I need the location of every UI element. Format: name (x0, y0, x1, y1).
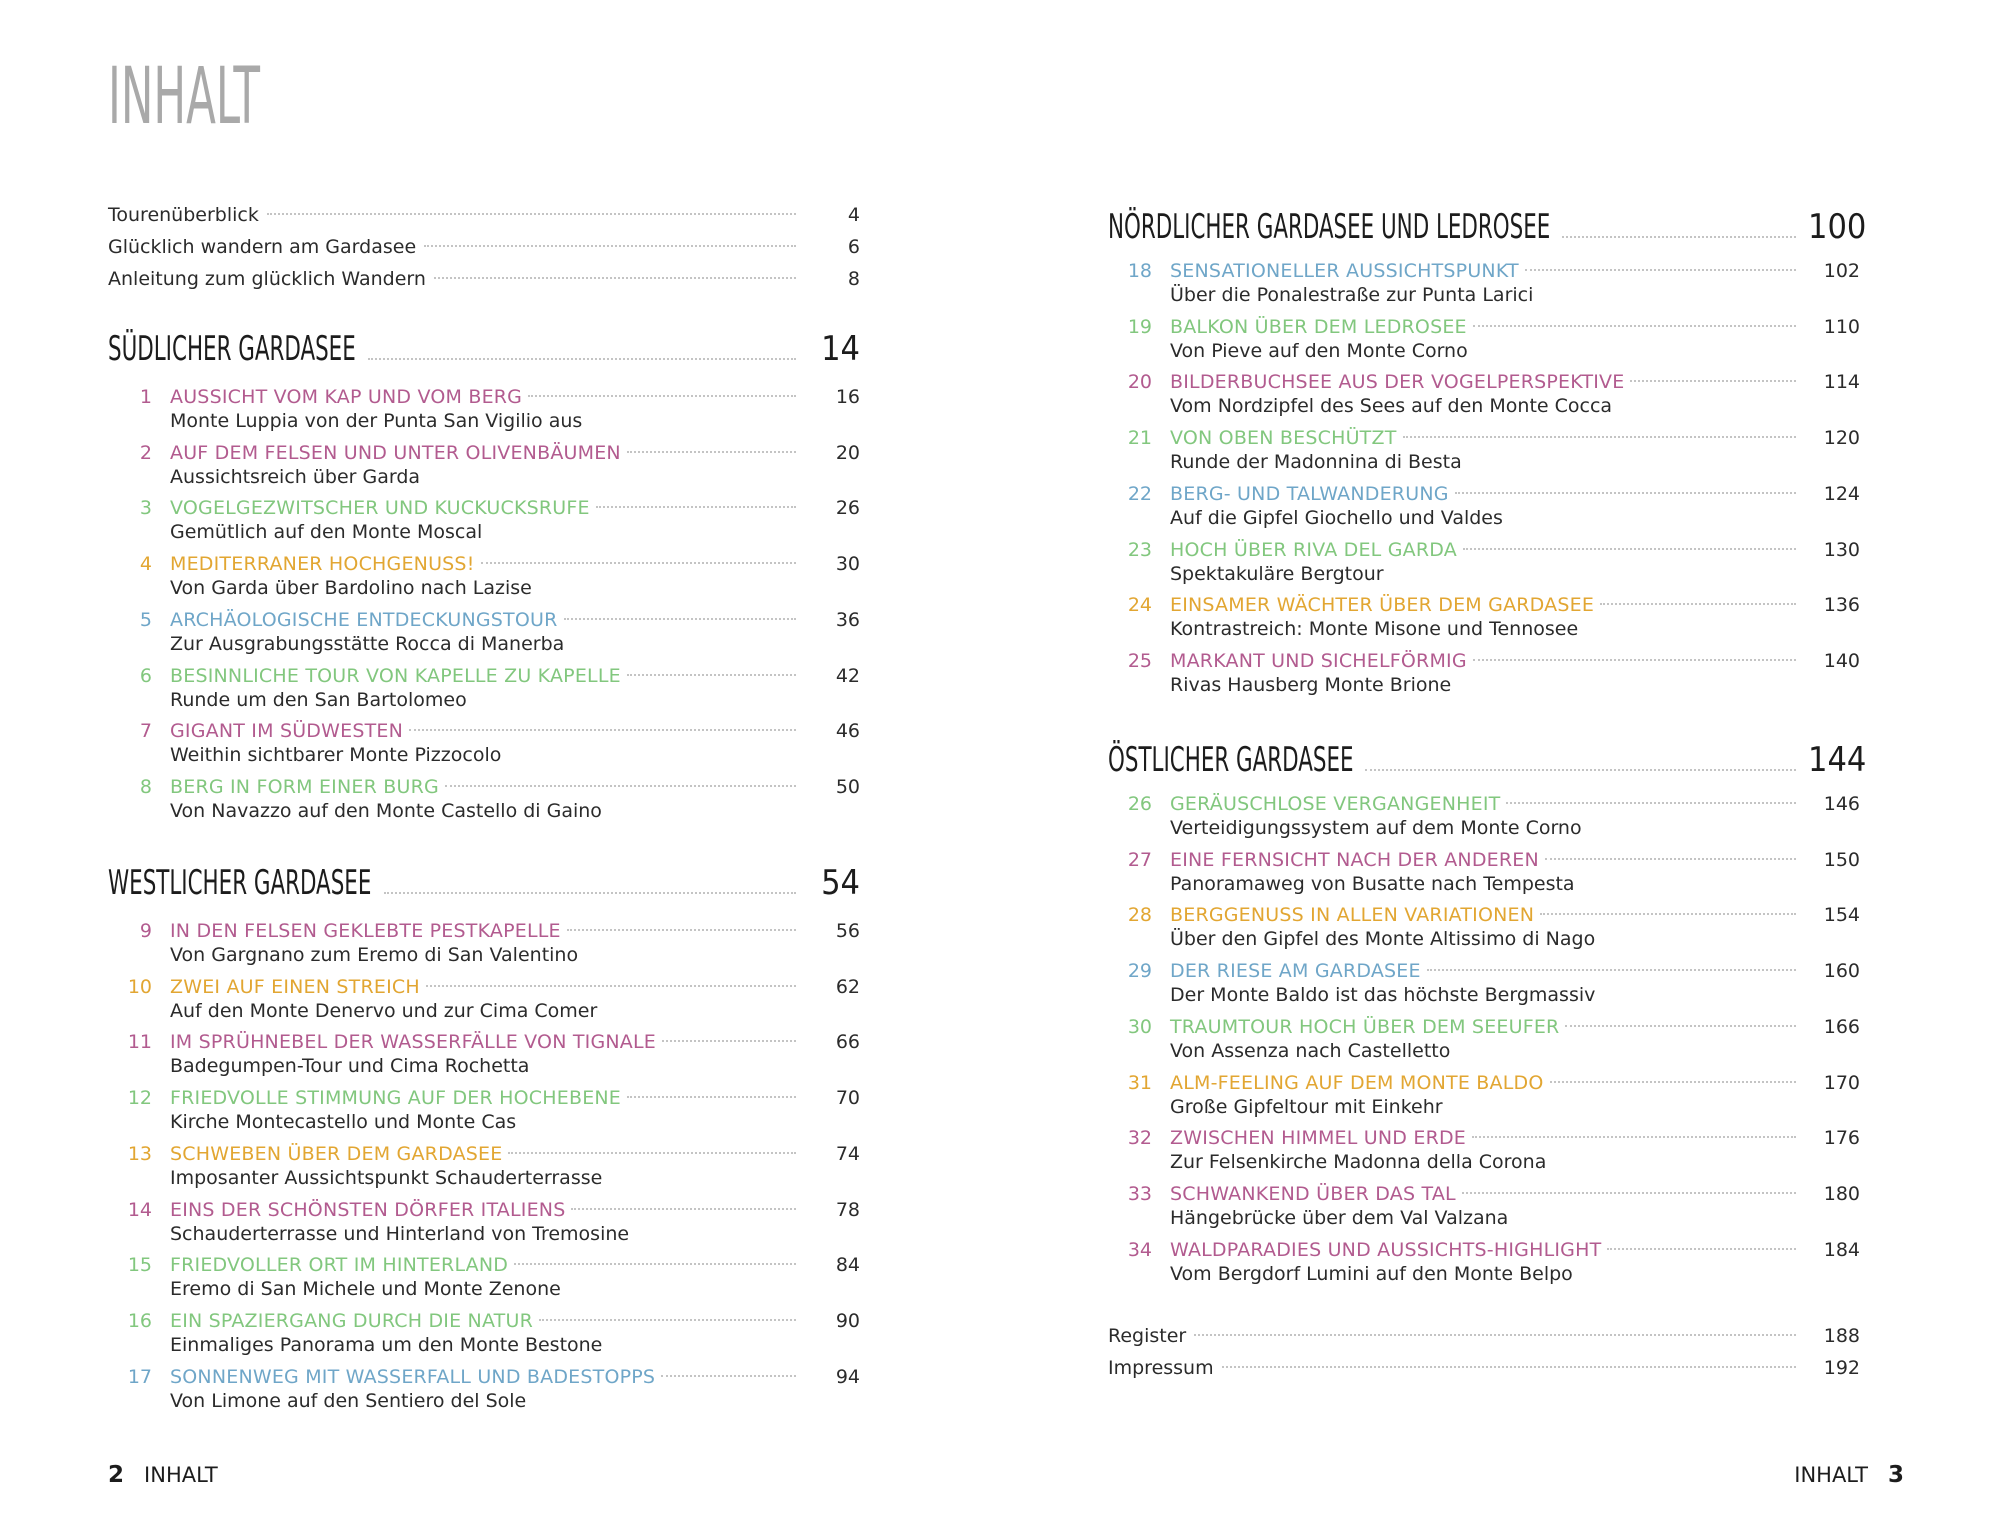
tour-page: 166 (1823, 1015, 1860, 1038)
dot-leader (539, 1319, 796, 1321)
tour-number: 18 (1127, 260, 1152, 282)
tour-line (1108, 537, 1898, 563)
tour-entry[interactable] (1108, 314, 1898, 366)
footer-left (108, 1462, 218, 1488)
tour-title: SENSATIONELLER AUSSICHTSPUNKT (1170, 260, 1519, 282)
tour-line (108, 663, 898, 689)
toc-entry[interactable] (1108, 1320, 1898, 1352)
tour-line (1108, 425, 1898, 451)
entry-page: 6 (847, 236, 860, 258)
tour-page: 50 (835, 775, 860, 798)
tour-page: 120 (1823, 427, 1860, 450)
tour-title: ARCHÄOLOGISCHE ENTDECKUNGSTOUR (170, 608, 558, 631)
tour-page: 114 (1823, 371, 1860, 394)
dot-leader (1607, 1248, 1796, 1250)
page-number: 2 (108, 1462, 125, 1488)
entry-title: Impressum (1108, 1357, 1214, 1379)
tour-subtitle: Auf die Gipfel Giochello und Valdes (1170, 506, 1503, 529)
dot-leader (1562, 236, 1796, 238)
tour-subtitle: Von Gargnano zum Eremo di San Valentino (170, 944, 579, 966)
dot-leader (434, 277, 796, 279)
tour-title: TRAUMTOUR HOCH ÜBER DEM SEEUFER (1170, 1015, 1560, 1038)
tour-title: IM SPRÜHNEBEL DER WASSERFÄLLE VON TIGNALE (170, 1031, 656, 1054)
tour-subtitle: Monte Luppia von der Punta San Vigilio aus (170, 410, 583, 432)
section-page: 144 (1808, 740, 1867, 780)
tour-page: 66 (835, 1031, 860, 1054)
tour-line (1108, 648, 1898, 674)
dot-leader (1472, 1136, 1796, 1138)
tour-entry[interactable] (108, 551, 898, 603)
tour-line (108, 1252, 898, 1278)
tour-entry[interactable] (108, 718, 898, 770)
dot-leader (1545, 858, 1796, 860)
dot-leader (508, 1152, 796, 1154)
tour-number: 27 (1127, 848, 1152, 871)
tour-page: 184 (1823, 1238, 1860, 1261)
tour-line (108, 718, 898, 744)
tour-entry[interactable] (108, 607, 898, 659)
dot-leader (662, 1040, 796, 1042)
section-heading[interactable] (1108, 733, 1898, 780)
tour-subtitle: Runde um den San Bartolomeo (170, 688, 467, 711)
dot-leader (1463, 548, 1796, 550)
tour-page: 110 (1823, 315, 1860, 338)
tour-subtitle: Von Navazzo auf den Monte Castello di Gaino (170, 799, 602, 822)
tour-line (1108, 791, 1898, 817)
tour-title: BILDERBUCHSEE AUS DER VOGELPERSPEKTIVE (1170, 371, 1625, 394)
tour-subtitle: Einmaliges Panorama um den Monte Bestone (170, 1333, 603, 1356)
tour-entry[interactable] (108, 663, 898, 715)
tour-page: 74 (835, 1142, 860, 1165)
tour-title: AUF DEM FELSEN UND UNTER OLIVENBÄUMEN (170, 441, 621, 464)
tour-number: 21 (1127, 427, 1152, 450)
tour-page: 154 (1823, 904, 1860, 927)
dot-leader (267, 213, 796, 215)
entry-title: Anleitung zum glücklich Wandern (108, 268, 426, 290)
tour-number: 7 (139, 720, 152, 743)
tour-page: 102 (1823, 260, 1860, 282)
tour-number: 29 (1127, 960, 1152, 983)
tour-number: 32 (1127, 1127, 1152, 1150)
tour-line (1108, 1070, 1898, 1096)
tour-line (1108, 1237, 1898, 1263)
tour-entry[interactable] (1108, 481, 1898, 533)
section-title: SÜDLICHER GARDASEE (108, 329, 356, 369)
tour-line (108, 440, 898, 466)
tour-subtitle: Zur Felsenkirche Madonna della Corona (1170, 1151, 1547, 1174)
tour-page: 20 (835, 441, 860, 464)
tour-number: 10 (127, 975, 152, 998)
tour-entry[interactable] (1108, 902, 1898, 954)
tour-subtitle: Zur Ausgrabungsstätte Rocca di Manerba (170, 632, 565, 655)
tour-page: 36 (835, 608, 860, 631)
tour-entry[interactable] (1108, 1125, 1898, 1177)
tour-title: EIN SPAZIERGANG DURCH DIE NATUR (170, 1309, 533, 1332)
tour-subtitle: Verteidigungssystem auf dem Monte Corno (1170, 817, 1582, 839)
tour-entry[interactable] (1108, 369, 1898, 421)
dot-leader (596, 506, 796, 508)
toc-entry[interactable] (1108, 1352, 1898, 1384)
toc-entry[interactable] (108, 231, 898, 263)
tour-number: 12 (127, 1087, 152, 1110)
tour-number: 34 (1127, 1238, 1152, 1261)
dot-leader (627, 674, 796, 676)
dot-leader (445, 785, 796, 787)
tour-subtitle: Hängebrücke über dem Val Valzana (1170, 1206, 1509, 1229)
dot-leader (1540, 913, 1796, 915)
dot-leader (424, 245, 796, 247)
dot-leader (481, 562, 796, 564)
tour-page: 180 (1823, 1182, 1860, 1205)
tour-line (1108, 481, 1898, 507)
tour-page: 150 (1823, 848, 1860, 871)
dot-leader (1403, 436, 1796, 438)
tour-number: 24 (1127, 594, 1152, 617)
tour-entry[interactable] (108, 1308, 898, 1360)
tour-line (1108, 314, 1898, 340)
tour-entry[interactable] (108, 1029, 898, 1081)
entry-title: Tourenüberblick (108, 204, 259, 226)
tour-number: 28 (1127, 904, 1152, 927)
tour-entry[interactable] (1108, 1070, 1898, 1122)
entry-page: 8 (847, 268, 860, 290)
tour-title: ALM-FEELING AUF DEM MONTE BALDO (1170, 1071, 1544, 1094)
tour-entry[interactable] (1108, 847, 1898, 899)
dot-leader (627, 1096, 796, 1098)
tour-title: ZWISCHEN HIMMEL UND ERDE (1170, 1127, 1467, 1150)
entry-title: Glücklich wandern am Gardasee (108, 236, 417, 258)
tour-line (1108, 847, 1898, 873)
tour-subtitle: Badegumpen-Tour und Cima Rochetta (170, 1055, 530, 1078)
tour-title: VON OBEN BESCHÜTZT (1170, 427, 1397, 450)
tour-page: 136 (1823, 594, 1860, 617)
tour-page: 170 (1823, 1071, 1860, 1094)
entry-page: 4 (847, 204, 860, 226)
tour-title: WALDPARADIES UND AUSSICHTS-HIGHLIGHT (1170, 1238, 1602, 1261)
tour-title: SCHWEBEN ÜBER DEM GARDASEE (170, 1142, 503, 1165)
tour-entry[interactable] (1108, 1181, 1898, 1233)
tour-line (108, 1141, 898, 1167)
tour-number: 9 (139, 920, 152, 942)
tour-number: 2 (139, 441, 152, 464)
dot-leader (1630, 380, 1796, 382)
dot-leader (528, 395, 796, 397)
tour-subtitle: Schauderterrasse und Hinterland von Tremosine (170, 1222, 630, 1245)
tour-title: SCHWANKEND ÜBER DAS TAL (1170, 1182, 1456, 1205)
dot-leader (1455, 492, 1796, 494)
dot-leader (627, 451, 796, 453)
dot-leader (571, 1208, 796, 1210)
tour-subtitle: Vom Bergdorf Lumini auf den Monte Belpo (1170, 1262, 1573, 1285)
tour-title: SONNENWEG MIT WASSERFALL UND BADESTOPPS (170, 1365, 656, 1388)
tour-line (1108, 369, 1898, 395)
dot-leader (1550, 1081, 1797, 1083)
dot-leader (409, 729, 796, 731)
tour-title: HOCH ÜBER RIVA DEL GARDA (1170, 538, 1457, 561)
tour-page: 146 (1823, 793, 1860, 815)
entry-title: Register (1108, 1325, 1187, 1347)
tour-page: 26 (835, 497, 860, 520)
dot-leader (1473, 325, 1796, 327)
tour-line (108, 495, 898, 521)
toc-entry[interactable] (108, 199, 898, 231)
dot-leader (1462, 1192, 1796, 1194)
tour-entry[interactable] (108, 918, 898, 970)
tour-page: 130 (1823, 538, 1860, 561)
tour-subtitle: Imposanter Aussichtspunkt Schauderterrasse (170, 1166, 603, 1189)
dot-leader (1194, 1334, 1796, 1336)
tour-page: 90 (835, 1309, 860, 1332)
tour-page: 16 (835, 386, 860, 408)
tour-line (1108, 1181, 1898, 1207)
tour-title: FRIEDVOLLER ORT IM HINTERLAND (170, 1254, 509, 1277)
tour-subtitle: Der Monte Baldo ist das höchste Bergmassiv (1170, 984, 1596, 1007)
tour-line (108, 1029, 898, 1055)
tour-number: 22 (1127, 482, 1152, 505)
tour-number: 11 (127, 1031, 152, 1054)
tour-subtitle: Von Limone auf den Sentiero del Sole (170, 1389, 527, 1412)
tour-number: 1 (139, 386, 152, 408)
dot-leader (368, 358, 796, 360)
dot-leader (1565, 1025, 1796, 1027)
dot-leader (1525, 269, 1796, 271)
tour-entry[interactable] (108, 440, 898, 492)
tour-line (1108, 1125, 1898, 1151)
tour-line (108, 918, 898, 944)
section-page: 100 (1808, 207, 1867, 247)
entry-page: 188 (1823, 1325, 1860, 1347)
tour-subtitle: Spektakuläre Bergtour (1170, 562, 1384, 585)
tour-page: 56 (835, 920, 860, 942)
tour-line (1108, 592, 1898, 618)
section-title: NÖRDLICHER GARDASEE UND LEDROSEE (1108, 207, 1551, 247)
tour-number: 20 (1127, 371, 1152, 394)
tour-line (1108, 958, 1898, 984)
tour-title: DER RIESE AM GARDASEE (1170, 960, 1421, 983)
footer-label: INHALT (1794, 1463, 1868, 1487)
dot-leader (567, 929, 796, 931)
dot-leader (1473, 659, 1796, 661)
tour-entry[interactable] (1108, 791, 1898, 843)
tour-entry[interactable] (1108, 592, 1898, 644)
tour-subtitle: Von Assenza nach Castelletto (1170, 1039, 1451, 1062)
tour-line (108, 384, 898, 410)
tour-line (1108, 1014, 1898, 1040)
tour-entry[interactable] (108, 1141, 898, 1193)
tour-subtitle: Über die Ponalestraße zur Punta Larici (1170, 284, 1534, 306)
page-number: 3 (1887, 1462, 1904, 1488)
dot-leader (661, 1375, 796, 1377)
tour-page: 160 (1823, 960, 1860, 983)
tour-entry[interactable] (108, 1085, 898, 1137)
tour-entry[interactable] (1108, 425, 1898, 477)
footer-right (1794, 1462, 1904, 1488)
dot-leader (1600, 603, 1796, 605)
section-heading[interactable] (108, 856, 898, 903)
tour-line (108, 974, 898, 1000)
tour-subtitle: Über den Gipfel des Monte Altissimo di Nago (1170, 928, 1596, 951)
tour-line (108, 774, 898, 800)
dot-leader (426, 985, 796, 987)
tour-title: AUSSICHT VOM KAP UND VOM BERG (170, 386, 523, 408)
tour-entry[interactable] (108, 1252, 898, 1304)
dot-leader (564, 618, 796, 620)
tour-subtitle: Aussichtsreich über Garda (170, 465, 421, 488)
tour-number: 13 (127, 1142, 152, 1165)
tour-number: 33 (1127, 1182, 1152, 1205)
tour-title: GERÄUSCHLOSE VERGANGENHEIT (1170, 793, 1501, 815)
tour-page: 62 (835, 975, 860, 998)
tour-title: VOGELGEZWITSCHER UND KUCKUCKSRUFE (170, 497, 590, 520)
tour-page: 78 (835, 1198, 860, 1221)
tour-title: GIGANT IM SÜDWESTEN (170, 720, 404, 743)
dot-leader (1365, 769, 1796, 771)
tour-entry[interactable] (108, 1197, 898, 1249)
tour-line (108, 1085, 898, 1111)
tour-subtitle: Eremo di San Michele und Monte Zenone (170, 1278, 561, 1301)
tour-entry[interactable] (1108, 1014, 1898, 1066)
tour-title: MEDITERRANER HOCHGENUSS! (170, 553, 475, 576)
tour-number: 3 (139, 497, 152, 520)
tour-subtitle: Rivas Hausberg Monte Brione (1170, 673, 1452, 696)
section-heading[interactable] (1108, 200, 1898, 247)
tour-number: 31 (1127, 1071, 1152, 1094)
dot-leader (384, 892, 796, 894)
tour-number: 6 (139, 664, 152, 687)
tour-subtitle: Weithin sichtbarer Monte Pizzocolo (170, 744, 502, 767)
tour-number: 30 (1127, 1015, 1152, 1038)
tour-title: EINSAMER WÄCHTER ÜBER DEM GARDASEE (1170, 594, 1595, 617)
tour-number: 19 (1127, 315, 1152, 338)
tour-number: 26 (1127, 793, 1152, 815)
tour-line (108, 1308, 898, 1334)
section-page: 54 (821, 863, 860, 903)
tour-entry[interactable] (1108, 958, 1898, 1010)
dot-leader (514, 1263, 796, 1265)
tour-line (1108, 902, 1898, 928)
tour-page: 46 (835, 720, 860, 743)
tour-number: 4 (139, 553, 152, 576)
dot-leader (1222, 1366, 1796, 1368)
tour-subtitle: Gemütlich auf den Monte Moscal (170, 521, 483, 544)
tour-subtitle: Vom Nordzipfel des Sees auf den Monte Cocca (1170, 395, 1613, 418)
tour-number: 23 (1127, 538, 1152, 561)
section-title: ÖSTLICHER GARDASEE (1108, 740, 1354, 780)
tour-subtitle: Runde der Madonnina di Besta (1170, 451, 1462, 474)
tour-entry[interactable] (1108, 1237, 1898, 1289)
tour-subtitle: Von Garda über Bardolino nach Lazise (170, 577, 532, 600)
dot-leader (1427, 969, 1796, 971)
tour-subtitle: Von Pieve auf den Monte Corno (1170, 339, 1468, 362)
tour-line (108, 1197, 898, 1223)
tour-line (1108, 258, 1898, 284)
tour-title: EINS DER SCHÖNSTEN DÖRFER ITALIENS (170, 1198, 566, 1221)
tour-subtitle: Kirche Montecastello und Monte Cas (170, 1111, 517, 1134)
tour-page: 140 (1823, 649, 1860, 672)
tour-line (108, 551, 898, 577)
tour-page: 30 (835, 553, 860, 576)
tour-page: 94 (835, 1365, 860, 1388)
tour-entry[interactable] (108, 495, 898, 547)
tour-number: 14 (127, 1198, 152, 1221)
tour-entry[interactable] (1108, 258, 1898, 310)
tour-entry[interactable] (108, 384, 898, 436)
footer-label: INHALT (144, 1463, 218, 1487)
tour-entry[interactable] (108, 974, 898, 1026)
tour-page: 124 (1823, 482, 1860, 505)
page-title: INHALT (108, 52, 260, 142)
tour-entry[interactable] (108, 774, 898, 826)
tour-number: 16 (127, 1309, 152, 1332)
tour-number: 17 (127, 1365, 152, 1388)
tour-title: EINE FERNSICHT NACH DER ANDEREN (1170, 848, 1539, 871)
tour-page: 70 (835, 1087, 860, 1110)
tour-title: ZWEI AUF EINEN STREICH (170, 975, 420, 998)
tour-page: 84 (835, 1254, 860, 1277)
dot-leader (1506, 802, 1796, 804)
tour-title: BERGGENUSS IN ALLEN VARIATIONEN (1170, 904, 1535, 927)
tour-number: 8 (139, 775, 152, 798)
tour-entry[interactable] (1108, 537, 1898, 589)
tour-subtitle: Auf den Monte Denervo und zur Cima Comer (170, 999, 598, 1022)
tour-line (108, 607, 898, 633)
tour-title: BERG IN FORM EINER BURG (170, 775, 439, 798)
tour-number: 5 (139, 608, 152, 631)
tour-title: MARKANT UND SICHELFÖRMIG (1170, 649, 1467, 672)
section-heading[interactable] (108, 322, 898, 369)
tour-number: 15 (127, 1254, 152, 1277)
section-title: WESTLICHER GARDASEE (108, 863, 372, 903)
tour-line (108, 1364, 898, 1390)
entry-page: 192 (1823, 1357, 1860, 1379)
tour-entry[interactable] (108, 1364, 898, 1416)
tour-title: BERG- UND TALWANDERUNG (1170, 482, 1449, 505)
tour-title: IN DEN FELSEN GEKLEBTE PESTKAPELLE (170, 920, 561, 942)
tour-title: BALKON ÜBER DEM LEDROSEE (1170, 315, 1467, 338)
toc-entry[interactable] (108, 263, 898, 295)
tour-page: 42 (835, 664, 860, 687)
tour-title: BESINNLICHE TOUR VON KAPELLE ZU KAPELLE (170, 664, 621, 687)
tour-subtitle: Kontrastreich: Monte Misone und Tennosee (1170, 618, 1579, 641)
tour-title: FRIEDVOLLE STIMMUNG AUF DER HOCHEBENE (170, 1087, 622, 1110)
section-page: 14 (821, 329, 860, 369)
tour-subtitle: Große Gipfeltour mit Einkehr (1170, 1095, 1443, 1118)
tour-number: 25 (1127, 649, 1152, 672)
tour-page: 176 (1823, 1127, 1860, 1150)
tour-entry[interactable] (1108, 648, 1898, 700)
tour-subtitle: Panoramaweg von Busatte nach Tempesta (1170, 872, 1575, 895)
